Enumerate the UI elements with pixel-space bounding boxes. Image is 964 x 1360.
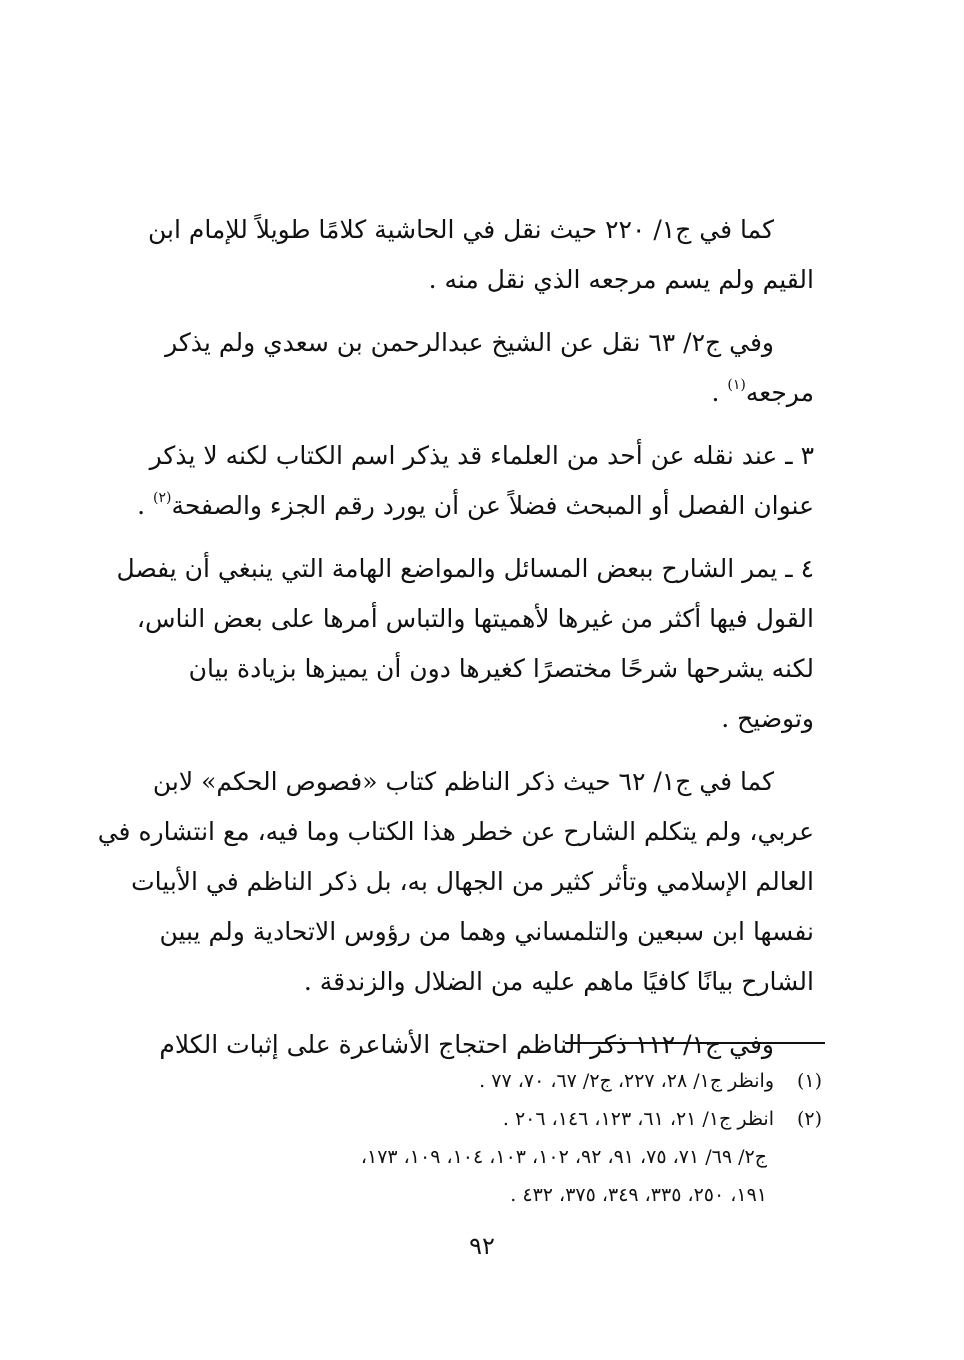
footnote-continuation: ج٢/ ٦٩/ ٧١، ٧٥، ٩١، ٩٢، ١٠٢، ١٠٣، ١٠٤، ١٠٩، ١٧٣، [360, 1146, 767, 1168]
text-line-with-note [142, 368, 814, 418]
text-segment: . [711, 378, 728, 407]
footnote-continuation: ١٩١، ٢٥٠، ٣٣٥، ٣٤٩، ٣٧٥، ٤٣٢ . [510, 1184, 767, 1206]
footnote-separator [565, 1042, 825, 1044]
page-number: ٩٢ [469, 1232, 495, 1260]
text-line: ٣ ـ عند نقله عن أحد من العلماء قد يذكر اسم الكتاب لكنه لا يذكر [149, 441, 814, 470]
paragraph-1 [142, 205, 814, 305]
text-line: كما في ج١/ ٦٢ حيث ذكر الناظم كتاب «فصوص الحكم» لابن [152, 767, 774, 796]
footnote-1 [132, 1062, 822, 1100]
footnote-number: (٢) [796, 1108, 822, 1130]
text-line: القيم ولم يسم مرجعه الذي نقل منه . [428, 265, 814, 294]
text-line: الشارح بيانًا كافيًا ماهم عليه من الضلال والزندقة . [303, 967, 814, 996]
paragraph-3 [137, 431, 814, 531]
footnote-number: (١) [796, 1070, 822, 1092]
footnotes [132, 1062, 822, 1214]
paragraph-5 [97, 757, 814, 1007]
paragraph-2 [142, 318, 814, 418]
text-line: كما في ج١/ ٢٢٠ حيث نقل في الحاشية كلامًا طويلاً للإمام ابن [147, 215, 774, 244]
footnote-text: وانظر ج١/ ٢٨، ٢٢٧، ج٢/ ٦٧، ٧٠، ٧٧ . [479, 1070, 774, 1092]
text-segment: مرجعه [745, 378, 814, 407]
paragraph-4 [116, 544, 814, 744]
text-line: وفي ج٢/ ٦٣ نقل عن الشيخ عبدالرحمن بن سعدي ولم يذكر [165, 328, 774, 357]
text-line: وتوضيح . [721, 704, 814, 733]
text-line: العالم الإسلامي وتأثر كثير من الجهال به، بل ذكر الناظم في الأبيات [131, 867, 814, 896]
main-text [97, 205, 814, 1083]
footnote-text: انظر ج١/ ٢١، ٦١، ١٢٣، ١٤٦، ٢٠٦ . [502, 1108, 774, 1130]
text-segment: عنوان الفصل أو المبحث فضلاً عن أن يورد رقم الجزء والصفحة [171, 491, 814, 520]
text-line: ٤ ـ يمر الشارح ببعض المسائل والمواضع الهامة التي ينبغي أن يفصل [116, 554, 814, 583]
text-line-with-note [137, 481, 814, 531]
footnote-2 [132, 1100, 822, 1138]
text-line: القول فيها أكثر من غيرها لأهميتها والتباس أمرها على بعض الناس، [136, 604, 814, 633]
footnote-reference[interactable]: (١) [727, 377, 746, 393]
footnote-reference[interactable]: (٢) [153, 490, 172, 506]
text-segment: . [137, 491, 153, 520]
text-line: عربي، ولم يتكلم الشارح عن خطر هذا الكتاب وما فيه، مع انتشاره في [97, 817, 814, 846]
text-line: وفي ج١/ ١١٢ ذكر الناظم احتجاج الأشاعرة على إثبات الكلام [159, 1030, 774, 1059]
text-line: نفسها ابن سبعين والتلمساني وهما من رؤوس الاتحادية ولم يبين [159, 917, 814, 946]
text-line: لكنه يشرحها شرحًا مختصرًا كغيرها دون أن يميزها بزيادة بيان [188, 654, 814, 683]
